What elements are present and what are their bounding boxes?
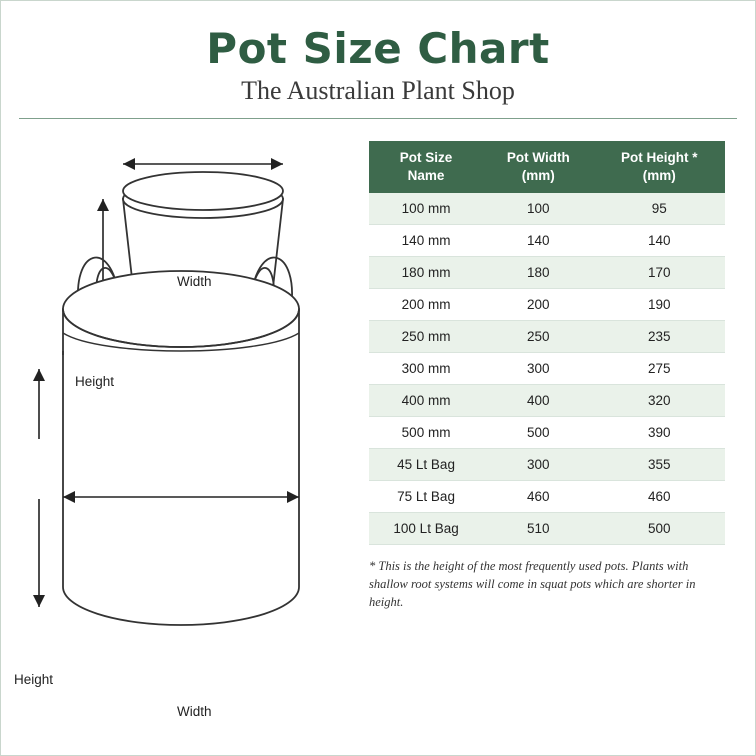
cell-pot-height: 500: [593, 513, 725, 545]
table-row: [369, 321, 725, 353]
table-row: [369, 385, 725, 417]
page-subtitle: The Australian Plant Shop: [241, 76, 515, 106]
table-column: [369, 141, 741, 612]
cell-pot-width: 200: [483, 289, 593, 321]
bag-width-label: Width: [177, 703, 212, 719]
table-row: [369, 257, 725, 289]
cell-pot-width: 180: [483, 257, 593, 289]
column-header-pot-width: Pot Width (mm): [483, 141, 593, 193]
column-header-pot-height: Pot Height * (mm): [593, 141, 725, 193]
cell-pot-size-name: 180 mm: [369, 257, 483, 289]
table-row: [369, 193, 725, 225]
cell-pot-height: 390: [593, 417, 725, 449]
pot-size-table: [369, 141, 725, 545]
cell-pot-size-name: 140 mm: [369, 225, 483, 257]
bag-shape: [63, 271, 299, 625]
cell-pot-height: 355: [593, 449, 725, 481]
cell-pot-height: 95: [593, 193, 725, 225]
cell-pot-size-name: 500 mm: [369, 417, 483, 449]
cell-pot-width: 300: [483, 353, 593, 385]
cell-pot-width: 460: [483, 481, 593, 513]
cell-pot-width: 500: [483, 417, 593, 449]
cell-pot-width: 510: [483, 513, 593, 545]
column-header-pot-size-name: Pot Size Name: [369, 141, 483, 193]
cell-pot-width: 250: [483, 321, 593, 353]
cell-pot-size-name: 200 mm: [369, 289, 483, 321]
cell-pot-height: 460: [593, 481, 725, 513]
page-title: Pot Size Chart: [206, 24, 550, 73]
cell-pot-size-name: 45 Lt Bag: [369, 449, 483, 481]
table-header-row: [369, 141, 725, 193]
content-area: [1, 119, 755, 731]
table-row: [369, 225, 725, 257]
table-row: [369, 289, 725, 321]
cell-pot-height: 190: [593, 289, 725, 321]
pot-width-label: Width: [177, 273, 212, 289]
cell-pot-height: 235: [593, 321, 725, 353]
cell-pot-size-name: 300 mm: [369, 353, 483, 385]
cell-pot-size-name: 100 mm: [369, 193, 483, 225]
cell-pot-width: 300: [483, 449, 593, 481]
table-row: [369, 417, 725, 449]
cell-pot-width: 140: [483, 225, 593, 257]
cell-pot-size-name: 100 Lt Bag: [369, 513, 483, 545]
cell-pot-size-name: 75 Lt Bag: [369, 481, 483, 513]
table-footnote: * This is the height of the most frequently used pots. Plants with shallow root systems will come in squat pots which are shorter in height.: [369, 559, 696, 610]
table-row: [369, 449, 725, 481]
pot-height-label: Height: [75, 373, 115, 389]
pot-width-arrow: [123, 158, 283, 170]
cell-pot-width: 400: [483, 385, 593, 417]
cell-pot-height: 320: [593, 385, 725, 417]
pot-and-bag-diagrams: [1, 119, 361, 731]
bag-height-label: Height: [14, 671, 54, 687]
table-row: [369, 353, 725, 385]
header: [1, 1, 755, 119]
cell-pot-height: 275: [593, 353, 725, 385]
diagrams-column: [1, 119, 361, 731]
cell-pot-height: 170: [593, 257, 725, 289]
bag-height-arrow: [33, 369, 45, 607]
cell-pot-size-name: 250 mm: [369, 321, 483, 353]
cell-pot-size-name: 400 mm: [369, 385, 483, 417]
cell-pot-width: 100: [483, 193, 593, 225]
cell-pot-height: 140: [593, 225, 725, 257]
table-row: [369, 513, 725, 545]
table-row: [369, 481, 725, 513]
